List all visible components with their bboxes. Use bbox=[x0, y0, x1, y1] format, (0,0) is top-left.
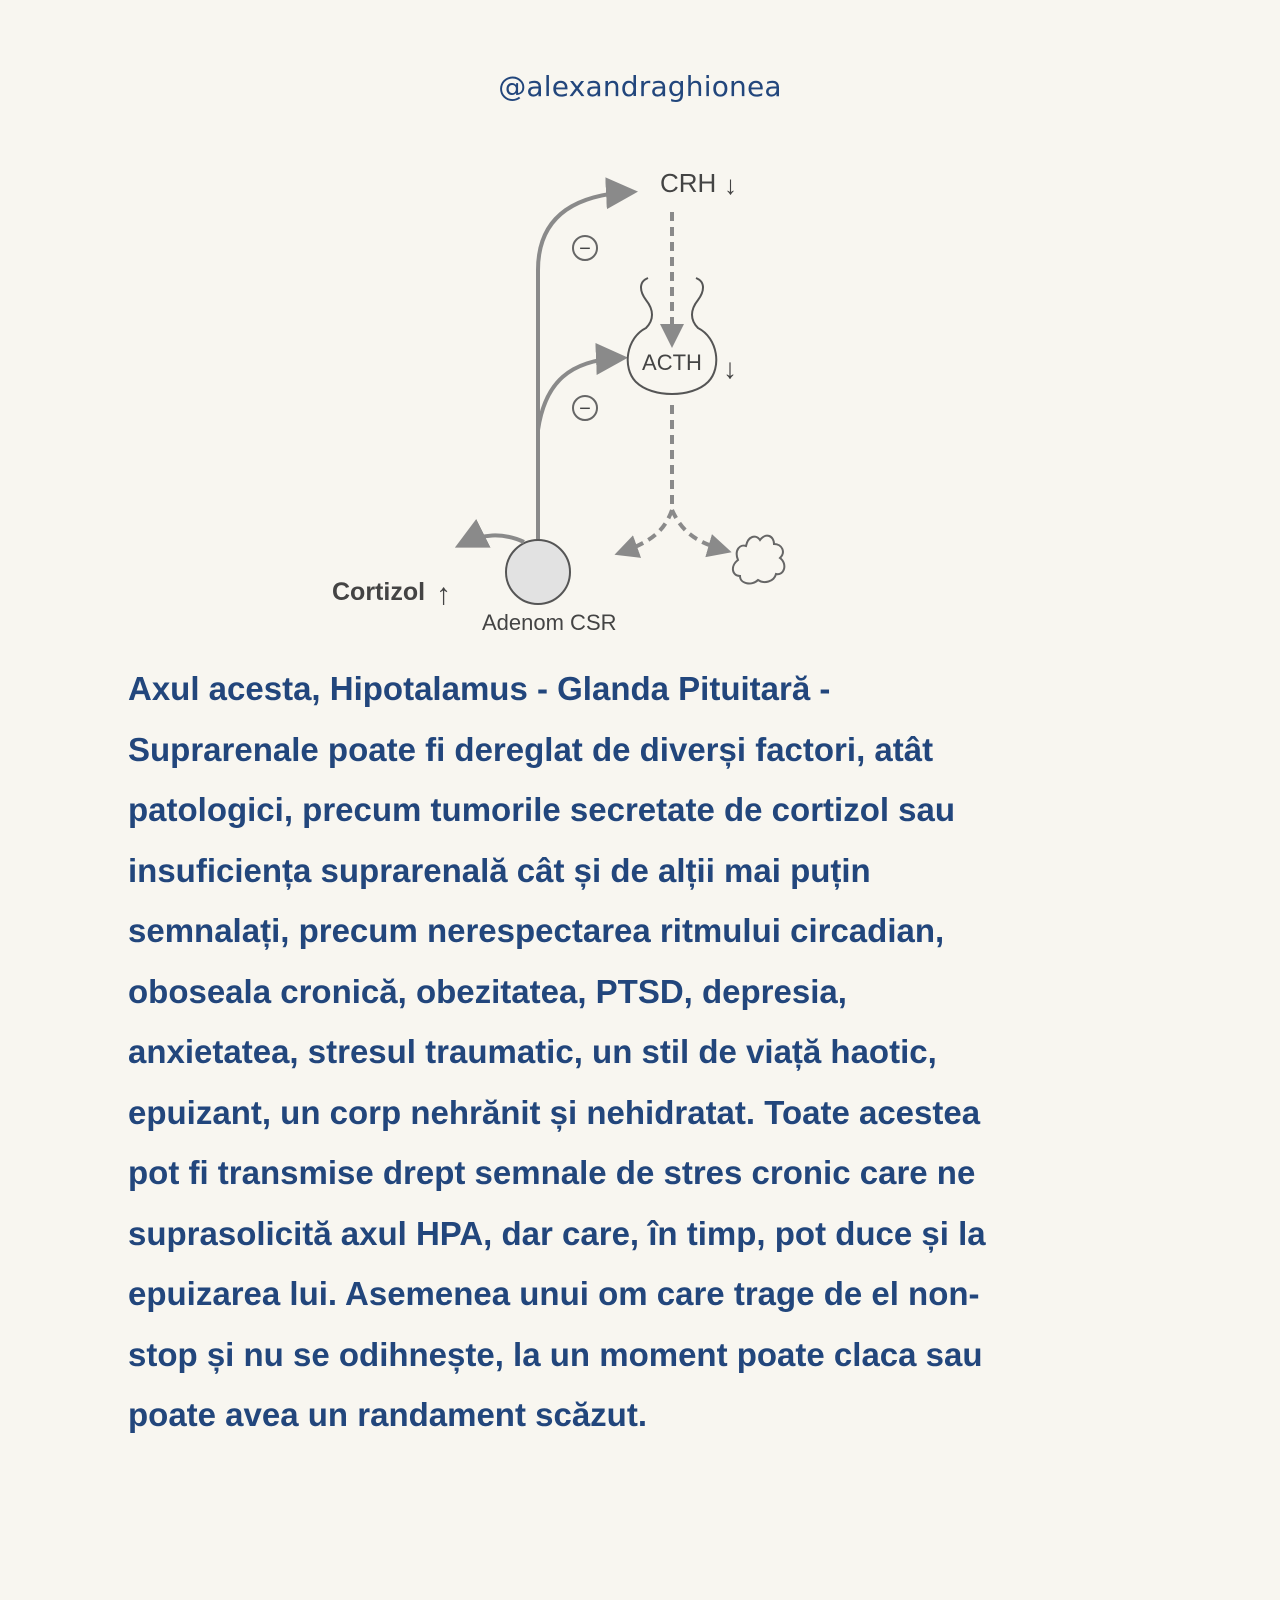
hpa-axis-diagram bbox=[320, 160, 820, 650]
paragraph-line: stop și nu se odihnește, la un moment poate claca sau bbox=[128, 1335, 983, 1373]
crh-label: CRH bbox=[660, 168, 717, 198]
paragraph-line: Suprarenale poate fi dereglat de diverși factori, atât bbox=[128, 730, 934, 768]
cortisol-output-arrow bbox=[462, 535, 524, 544]
adrenal-gland-shape bbox=[733, 536, 784, 584]
paragraph-line: semnalați, precum nerespectarea ritmului circadian, bbox=[128, 912, 945, 949]
cortisol-label: Cortizol bbox=[332, 578, 426, 606]
inhibition-lower-sign: − bbox=[579, 398, 591, 420]
paragraph-line: suprasolicită axul HPA, dar care, în timp, pot duce și la bbox=[128, 1214, 986, 1252]
adenoma-label: Adenom CSR bbox=[482, 610, 617, 635]
acth-decrease-arrow: ↓ bbox=[723, 353, 737, 384]
body-paragraph bbox=[128, 659, 1088, 1446]
adenoma-circle bbox=[506, 540, 570, 604]
acth-dashed-left bbox=[622, 510, 672, 552]
paragraph-line: pot fi transmise drept semnale de stres cronic care ne bbox=[128, 1154, 976, 1191]
paragraph-line: insuficiența suprarenală cât și de alții mai puțin bbox=[128, 851, 871, 889]
paragraph-line: epuizant, un corp nehrănit și nehidratat. Toate acestea bbox=[128, 1093, 981, 1131]
paragraph-line: anxietatea, stresul traumatic, un stil de viață haotic, bbox=[128, 1033, 937, 1070]
paragraph-line: poate avea un randament scăzut. bbox=[128, 1396, 647, 1433]
paragraph-line: oboseala cronică, obezitatea, PTSD, depresia, bbox=[128, 972, 847, 1010]
crh-decrease-arrow: ↓ bbox=[724, 170, 737, 200]
paragraph-line: patologici, precum tumorile secretate de cortizol sau bbox=[128, 791, 956, 828]
author-handle: @alexandraghionea bbox=[498, 70, 782, 103]
acth-dashed-right bbox=[672, 510, 724, 550]
acth-label: ACTH bbox=[642, 350, 702, 375]
cortisol-increase-arrow: ↑ bbox=[436, 578, 451, 611]
paragraph-line: epuizarea lui. Asemenea unui om care trage de el non- bbox=[128, 1275, 980, 1312]
inhibition-upper-sign: − bbox=[579, 238, 591, 260]
paragraph-line: Axul acesta, Hipotalamus - Glanda Pituitară - bbox=[128, 670, 831, 707]
